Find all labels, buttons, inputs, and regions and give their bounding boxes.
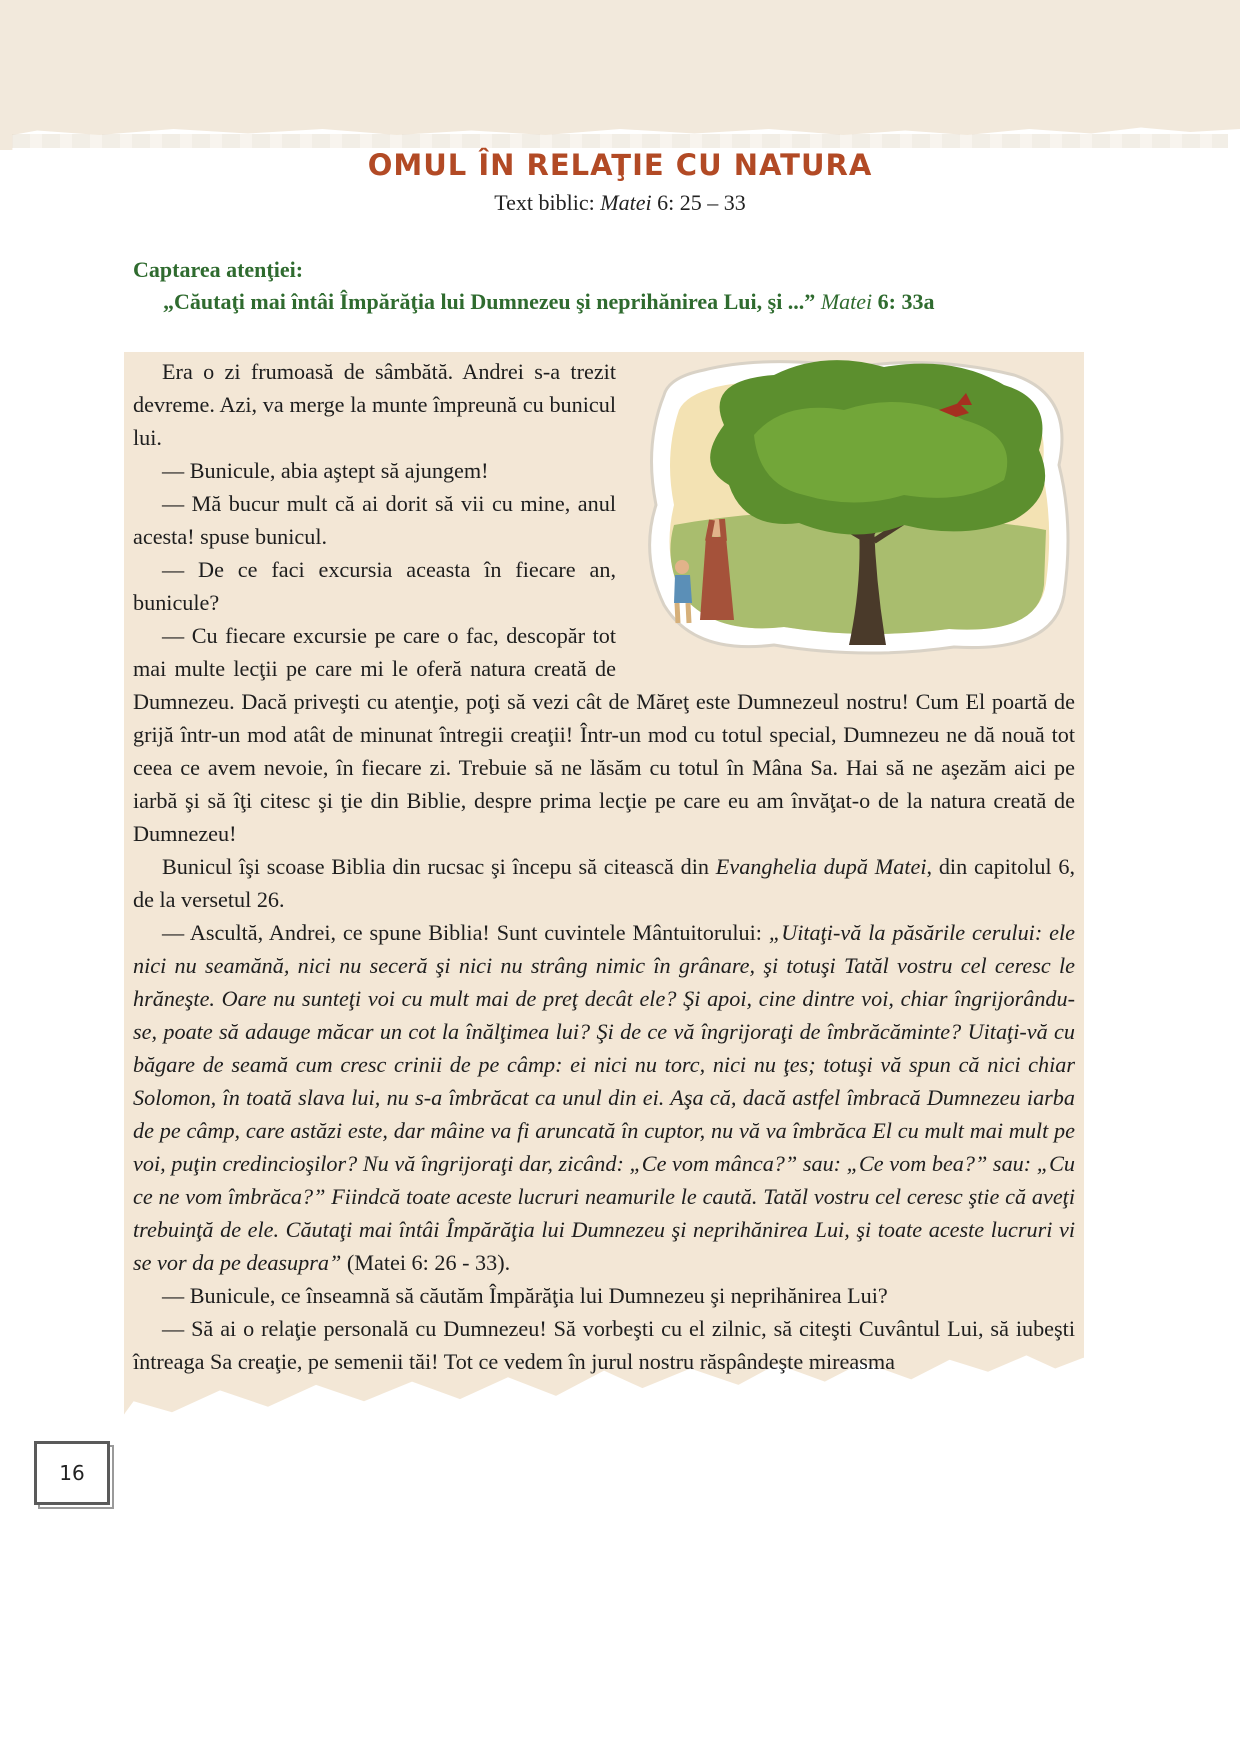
attention-label: Captarea atenţiei: bbox=[133, 257, 304, 282]
story-paragraph-6 bbox=[133, 850, 1075, 916]
attention-ref-book: Matei bbox=[820, 289, 873, 314]
page-number: 16 bbox=[34, 1441, 110, 1505]
attention-quote bbox=[163, 289, 934, 315]
story-illustration bbox=[634, 355, 1075, 660]
story-paragraph-9: — Să ai o relaţie personală cu Dumnezeu! Să vorbeşti cu el zilnic, să citeşti Cuvântul Lui, să iubeşti întreaga Sa creaţie, pe semenii tăi! Tot ce vedem în jurul nostru răspândeşte mireasma bbox=[133, 1316, 1075, 1374]
boy-shirt bbox=[674, 575, 692, 603]
torn-paper-edge bbox=[12, 134, 1228, 148]
attention-ref: 6: 33a bbox=[872, 289, 935, 314]
p7-bible-quote: „Uitaţi-vă la păsările cerului: ele nici nu seamănă, nici nu seceră şi nici nu strâng nimic în grânare, şi totuşi Tatăl vostru cel ceresc le hrăneşte. Oare nu sunteţi voi cu mult mai de preţ decât ele? Şi apoi, cine dintre voi, chiar îngrijorându-se, poate să adauge măcar un cot la înălţimea lui? Şi de ce vă îngrijoraţi de îmbrăcăminte? Uitaţi-vă cu băgare de seamă cum cresc crinii de pe câmp: ei nici nu torc, nici nu ţes; totuşi vă spun că nici chiar Solomon, în toată slava lui, nu s-a îmbrăcat ca unul din ei. Aşa că, dacă astfel îmbracă Dumnezeu iarba de pe câmp, care astăzi este, dar mâine va fi aruncată în cuptor, nu vă va îmbrăca El cu mult mai mult pe voi, puţin credincioşilor? Nu vă îngrijoraţi dar, zicând: „Ce vom mânca?” sau: „Ce vom bea?” sau: „Cu ce ne vom îmbrăca?” Fiindcă toate aceste lucruri neamurile le caută. Tatăl vostru cel ceresc ştie că aveţi trebuinţă de ele. Căutaţi mai întâi Împărăţia lui Dumnezeu şi neprihănirea Lui, şi toate aceste lucruri vi se vor da pe deasupra” bbox=[133, 920, 1075, 1275]
subtitle-ref: 6: 25 – 33 bbox=[651, 190, 746, 215]
story-paragraph-1: Era o zi frumoasă de sâmbătă. Andrei s-a trezit devreme. Azi, va merge la munte împreună cu bunicul lui. bbox=[133, 359, 616, 450]
p6-text-c: , din capitolul 6, de la versetul 26. bbox=[133, 854, 1075, 912]
p7-ref: (Matei 6: 26 - 33). bbox=[341, 1250, 511, 1275]
story-paragraph-8: — Bunicule, ce înseamnă să căutăm Împărăţia lui Dumnezeu şi neprihănirea Lui? bbox=[162, 1283, 888, 1308]
p6-gospel-title: Evanghelia după Matei bbox=[715, 854, 927, 879]
p6-text-a: Bunicul îşi scoase Biblia din rucsac şi începu să citească din bbox=[162, 854, 716, 879]
story-text bbox=[133, 355, 1075, 1378]
story-paragraph-5: — Cu fiecare excursie pe care o fac, descopăr tot mai multe lecţii pe care mi le oferă natura creată de Dumnezeu. Dacă priveşti cu atenţie, poţi să vezi cât de Măreţ este Dumnezeul nostru! Cum El poartă de grijă într-un mod atât de minunat întregii creaţii! Într-un mod cu totul special, Dumnezeu ne dă nouă tot ceea ce avem nevoie, în fiecare zi. Trebuie să ne lăsăm cu totul în Mâna Sa. Hai să ne aşezăm aici pe iarbă şi să îţi citesc şi ţie din Biblie, despre prima lecţie pe care eu am învăţat-o de la natura creată de Dumnezeu! bbox=[133, 623, 1075, 846]
story-paragraph-3: — Mă bucur mult că ai dorit să vii cu mine, anul acesta! spuse bunicul. bbox=[133, 491, 616, 549]
subtitle-book: Matei bbox=[600, 190, 652, 215]
boy-head bbox=[675, 560, 689, 574]
lesson-title: OMUL ÎN RELAŢIE CU NATURA bbox=[367, 148, 873, 182]
subtitle-prefix: Text biblic: bbox=[494, 190, 601, 215]
tree-illustration bbox=[634, 355, 1075, 660]
attention-quote-text: „Căutaţi mai întâi Împărăţia lui Dumnezeu şi neprihănirea Lui, şi ...” bbox=[163, 289, 816, 314]
story-paragraph-2: — Bunicule, abia aştept să ajungem! bbox=[162, 458, 489, 483]
bible-text-reference bbox=[0, 190, 1240, 216]
story-paragraph-7 bbox=[133, 916, 1075, 1279]
top-decorative-band bbox=[0, 0, 1240, 150]
p7-text-a: — Ascultă, Andrei, ce spune Biblia! Sunt cuvintele Mântuitorului: bbox=[162, 920, 769, 945]
story-paragraph-4: — De ce faci excursia aceasta în fiecare an, bunicule? bbox=[133, 557, 616, 615]
